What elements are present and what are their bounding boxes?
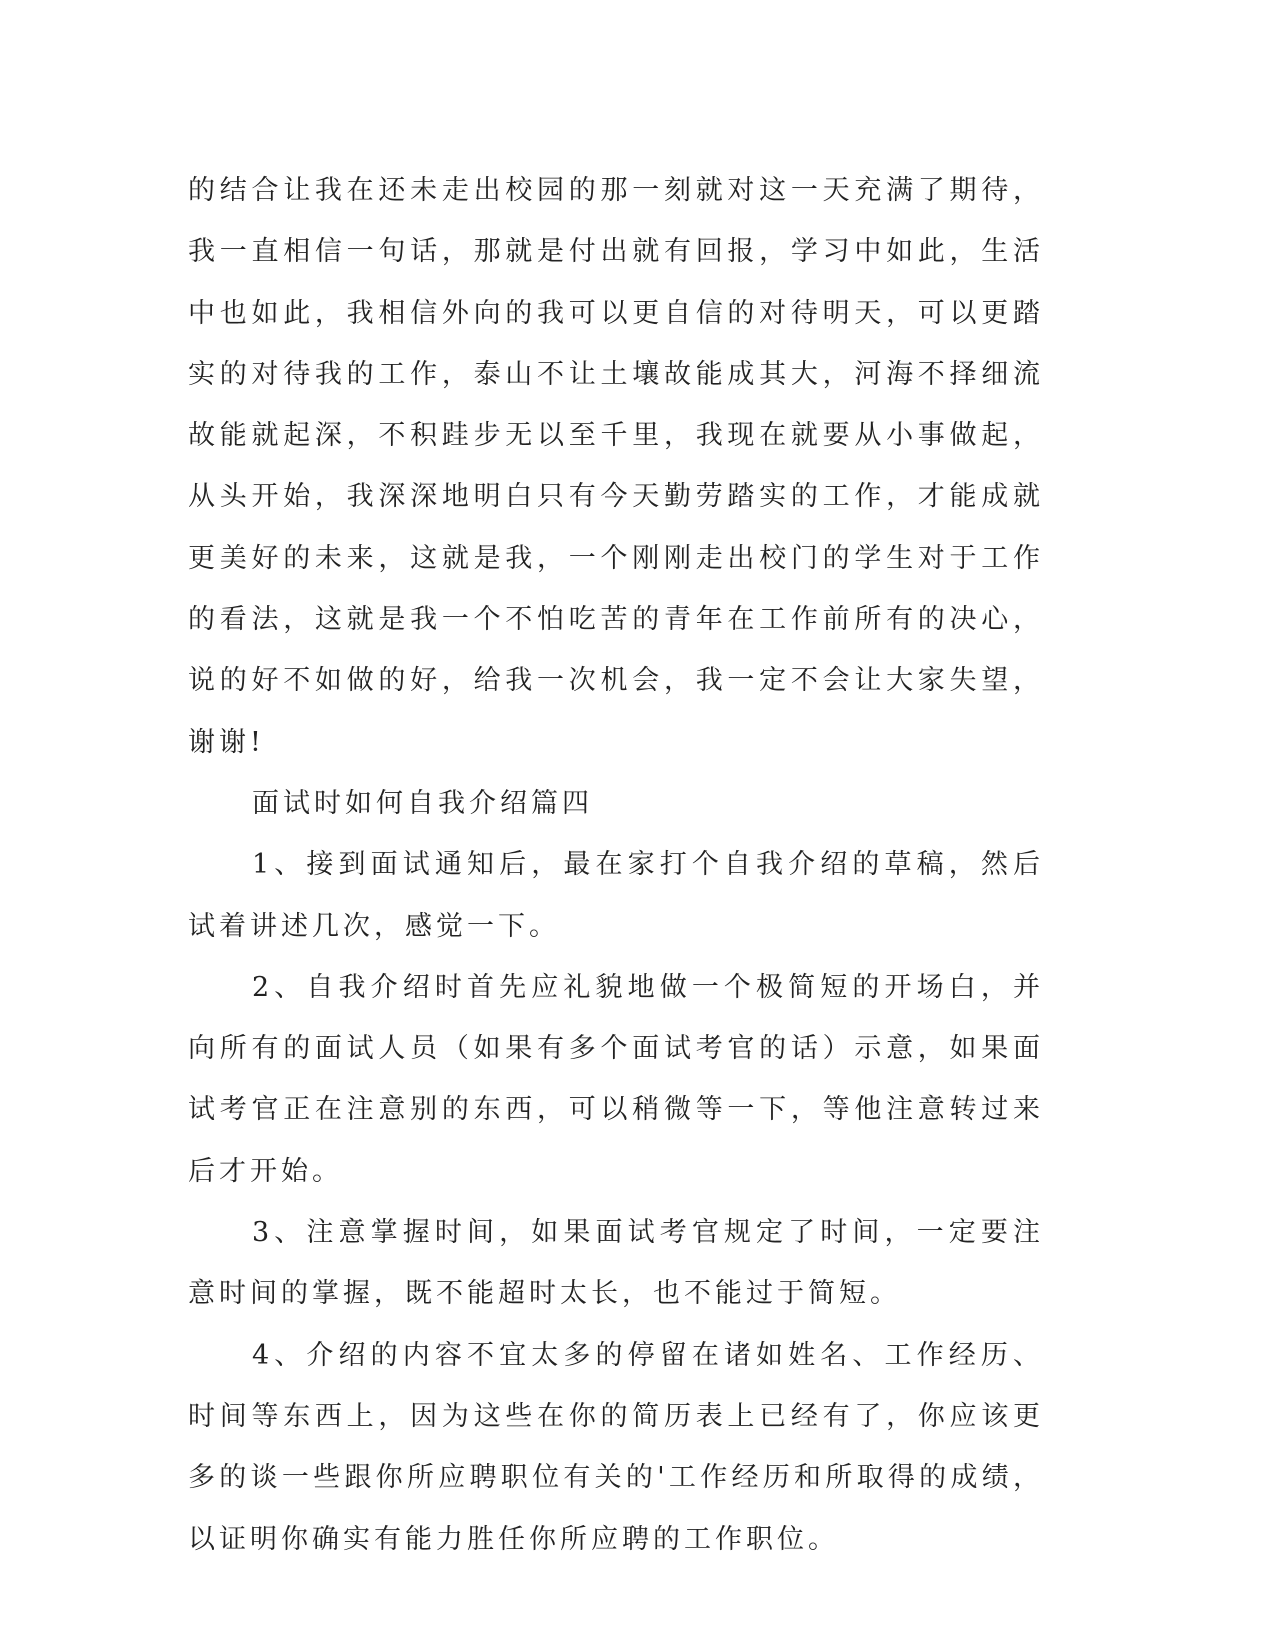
list-item-3: 3、注意掌握时间，如果面试考官规定了时间，一定要注意时间的掌握，既不能超时太长，也不能过于简短。 [188, 1217, 1044, 1310]
paragraph-continuation: 的结合让我在还未走出校园的那一刻就对这一天充满了期待，我一直相信一句话，那就是付出就有回报，学习中如此，生活中也如此，我相信外向的我可以更自信的对待明天，可以更踏实的对待我的工作，泰山不让土壤故能成其大，河海不择细流故能就起深，不积跬步无以至千里，我现在就要从小事做起，从头开始，我深深地明白只有今天勤劳踏实的工作，才能成就更美好的未来，这就是我，一个刚刚走出校门的学生对于工作的看法，这就是我一个不怕吃苦的青年在工作前所有的决心，说的好不如做的好，给我一次机会，我一定不会让大家失望，谢谢! [188, 175, 1044, 758]
list-item-2: 2、自我介绍时首先应礼貌地做一个极简短的开场白，并向所有的面试人员（如果有多个面试考官的话）示意，如果面试考官正在注意别的东西，可以稍微等一下，等他注意转过来后才开始。 [188, 971, 1044, 1187]
list-item-1: 1、接到面试通知后，最在家打个自我介绍的草稿，然后试着讲述几次，感觉一下。 [188, 849, 1044, 942]
section-heading: 面试时如何自我介绍篇四 [252, 787, 593, 819]
document-body [188, 160, 1044, 1570]
list-item-4: 4、介绍的内容不宜太多的停留在诸如姓名、工作经历、时间等东西上，因为这些在你的简历表上已经有了，你应该更多的谈一些跟你所应聘职位有关的'工作经历和所取得的成绩，以证明你确实有能力胜任你所应聘的工作职位。 [188, 1339, 1044, 1555]
